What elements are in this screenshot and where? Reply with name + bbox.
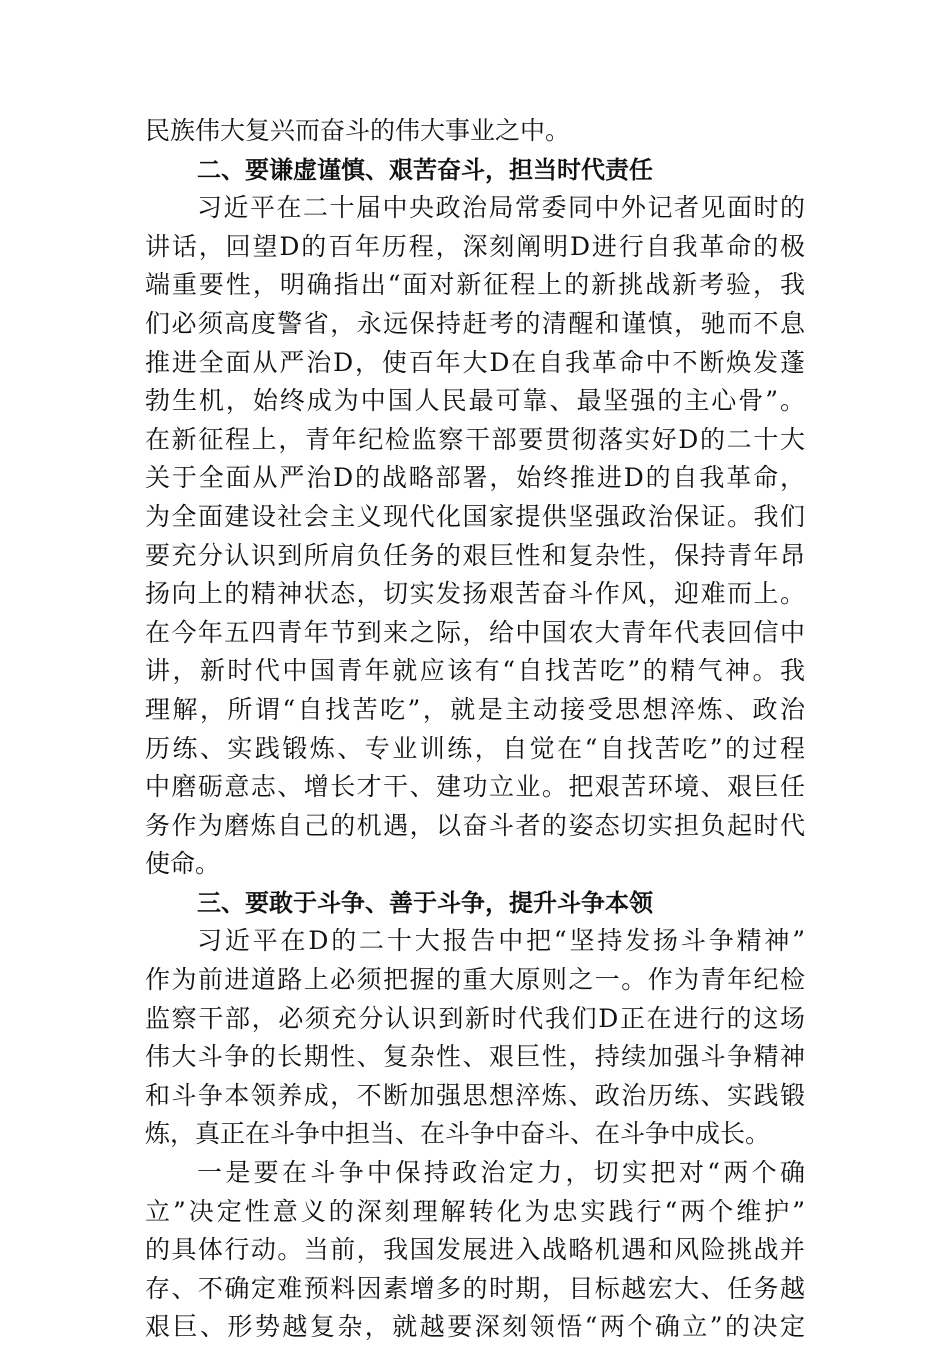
paragraph-line: 勃生机，始终成为中国人民最可靠、最坚强的主心骨”。 [145,386,805,416]
paragraph-line: 中磨砺意志、增长才干、建功立业。把艰苦环境、艰巨任 [145,772,805,802]
paragraph-line: 的具体行动。当前，我国发展进入战略机遇和风险挑战并 [145,1235,805,1265]
paragraph-line: 使命。 [145,849,221,879]
paragraph-line: 历练、实践锻炼、专业训练，自觉在“自找苦吃”的过程 [145,733,805,763]
paragraph-line: 要充分认识到所肩负任务的艰巨性和复杂性，保持青年昂 [145,540,805,570]
paragraph-line: 讲话，回望D的百年历程，深刻阐明D进行自我革命的极 [145,231,805,261]
paragraph-line: 在今年五四青年节到来之际，给中国农大青年代表回信中 [145,617,805,647]
paragraph-line: 伟大斗争的长期性、复杂性、艰巨性，持续加强斗争精神 [145,1042,805,1072]
paragraph-line: 们必须高度警省，永远保持赶考的清醒和谨慎，驰而不息 [145,308,805,338]
paragraph-line: 立”决定性意义的深刻理解转化为忠实践行“两个维护” [145,1196,805,1226]
paragraph-line: 炼，真正在斗争中担当、在斗争中奋斗、在斗争中成长。 [145,1119,771,1149]
paragraph-line: 端重要性，明确指出“面对新征程上的新挑战新考验，我 [145,270,805,300]
paragraph-line: 一是要在斗争中保持政治定力，切实把对“两个确 [197,1158,805,1188]
paragraph-line: 艰巨、形势越复杂，就越要深刻领悟“两个确立”的决定 [145,1312,805,1342]
paragraph-line: 讲，新时代中国青年就应该有“自找苦吃”的精气神。我 [145,656,805,686]
paragraph-line: 理解，所谓“自找苦吃”，就是主动接受思想淬炼、政治 [145,694,805,724]
paragraph-line: 存、不确定难预料因素增多的时期，目标越宏大、任务越 [145,1273,805,1303]
paragraph-line: 监察干部，必须充分认识到新时代我们D正在进行的这场 [145,1003,805,1033]
paragraph-line: 习近平在二十届中央政治局常委同中外记者见面时的 [197,193,805,223]
section-heading: 三、要敢于斗争、善于斗争，提升斗争本领 [197,888,653,917]
paragraph-line: 在新征程上，青年纪检监察干部要贯彻落实好D的二十大 [145,424,805,454]
section-heading: 二、要谦虚谨慎、艰苦奋斗，担当时代责任 [197,155,653,184]
paragraph-line: 关于全面从严治D的战略部署，始终推进D的自我革命， [145,463,805,493]
document-page [145,112,805,1347]
paragraph-line: 为全面建设社会主义现代化国家提供坚强政治保证。我们 [145,501,805,531]
paragraph-line: 务作为磨炼自己的机遇，以奋斗者的姿态切实担负起时代 [145,810,805,840]
paragraph-line: 作为前进道路上必须把握的重大原则之一。作为青年纪检 [145,965,805,995]
paragraph-line: 推进全面从严治D，使百年大D在自我革命中不断焕发蓬 [145,347,805,377]
paragraph-line: 扬向上的精神状态，切实发扬艰苦奋斗作风，迎难而上。 [145,579,805,609]
paragraph-line: 民族伟大复兴而奋斗的伟大事业之中。 [145,116,571,145]
paragraph-line: 习近平在D的二十大报告中把“坚持发扬斗争精神” [197,926,805,956]
paragraph-line: 和斗争本领养成，不断加强思想淬炼、政治历练、实践锻 [145,1080,805,1110]
